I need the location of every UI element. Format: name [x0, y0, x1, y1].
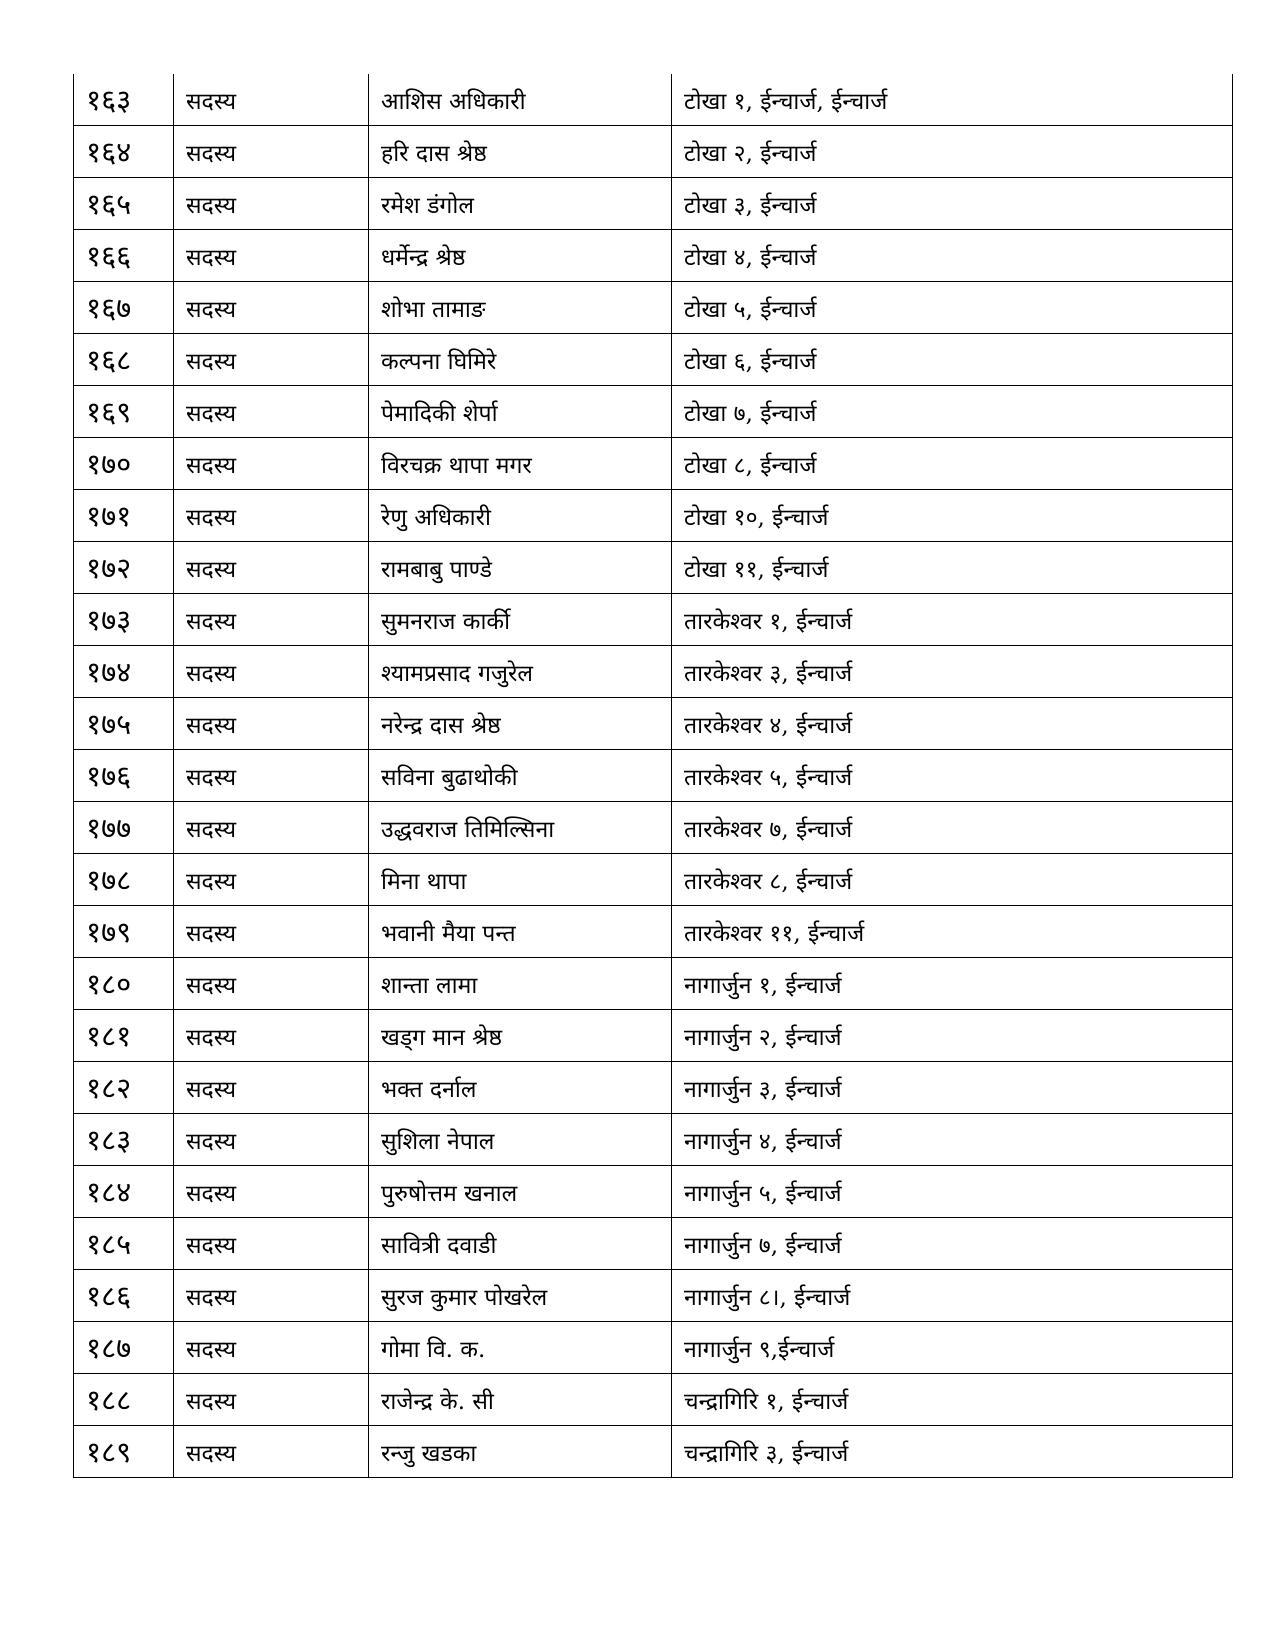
assignment-cell: टोखा ११, ईन्चार्ज [672, 542, 1233, 594]
table-row [74, 958, 1233, 1010]
table-row [74, 230, 1233, 282]
member-name-cell: सुशिला नेपाल [369, 1114, 672, 1166]
member-name-cell: रमेश डंगोल [369, 178, 672, 230]
serial-number-cell: १८२ [74, 1062, 174, 1114]
member-name-cell: भक्त दर्नाल [369, 1062, 672, 1114]
serial-number-cell: १७१ [74, 490, 174, 542]
role-cell: सदस्य [174, 1062, 369, 1114]
assignment-cell: टोखा ३, ईन्चार्ज [672, 178, 1233, 230]
assignment-cell: नागार्जुन २, ईन्चार्ज [672, 1010, 1233, 1062]
table-row [74, 1166, 1233, 1218]
table-row [74, 1114, 1233, 1166]
serial-number-cell: १७८ [74, 854, 174, 906]
serial-number-cell: १८३ [74, 1114, 174, 1166]
assignment-cell: तारकेश्वर ५, ईन्चार्ज [672, 750, 1233, 802]
role-cell: सदस्य [174, 178, 369, 230]
table-row [74, 74, 1233, 126]
role-cell: सदस्य [174, 490, 369, 542]
table-row [74, 1270, 1233, 1322]
table-row [74, 906, 1233, 958]
member-name-cell: खड्ग मान श्रेष्ठ [369, 1010, 672, 1062]
table-row [74, 178, 1233, 230]
role-cell: सदस्य [174, 802, 369, 854]
table-row [74, 1426, 1233, 1478]
assignment-cell: टोखा २, ईन्चार्ज [672, 126, 1233, 178]
member-name-cell: सावित्री दवाडी [369, 1218, 672, 1270]
assignment-cell: टोखा १०, ईन्चार्ज [672, 490, 1233, 542]
table-row [74, 126, 1233, 178]
member-name-cell: भवानी मैया पन्त [369, 906, 672, 958]
member-name-cell: रेणु अधिकारी [369, 490, 672, 542]
serial-number-cell: १६८ [74, 334, 174, 386]
role-cell: सदस्य [174, 282, 369, 334]
role-cell: सदस्य [174, 74, 369, 126]
table-row [74, 542, 1233, 594]
serial-number-cell: १७९ [74, 906, 174, 958]
role-cell: सदस्य [174, 1010, 369, 1062]
role-cell: सदस्य [174, 646, 369, 698]
member-name-cell: रामबाबु पाण्डे [369, 542, 672, 594]
member-name-cell: रन्जु खडका [369, 1426, 672, 1478]
role-cell: सदस्य [174, 854, 369, 906]
serial-number-cell: १६९ [74, 386, 174, 438]
member-name-cell: हरि दास श्रेष्ठ [369, 126, 672, 178]
assignment-cell: तारकेश्वर ७, ईन्चार्ज [672, 802, 1233, 854]
role-cell: सदस्य [174, 594, 369, 646]
assignment-cell: टोखा ८, ईन्चार्ज [672, 438, 1233, 490]
role-cell: सदस्य [174, 1166, 369, 1218]
serial-number-cell: १७७ [74, 802, 174, 854]
assignment-cell: तारकेश्वर ८, ईन्चार्ज [672, 854, 1233, 906]
assignment-cell: नागार्जुन ५, ईन्चार्ज [672, 1166, 1233, 1218]
serial-number-cell: १७३ [74, 594, 174, 646]
table-row [74, 438, 1233, 490]
table-row [74, 1218, 1233, 1270]
member-table [73, 74, 1233, 1478]
serial-number-cell: १६४ [74, 126, 174, 178]
member-name-cell: शान्ता लामा [369, 958, 672, 1010]
member-name-cell: गोमा वि. क. [369, 1322, 672, 1374]
assignment-cell: तारकेश्वर ३, ईन्चार्ज [672, 646, 1233, 698]
role-cell: सदस्य [174, 542, 369, 594]
serial-number-cell: १७६ [74, 750, 174, 802]
serial-number-cell: १८४ [74, 1166, 174, 1218]
serial-number-cell: १६५ [74, 178, 174, 230]
assignment-cell: नागार्जुन ७, ईन्चार्ज [672, 1218, 1233, 1270]
assignment-cell: नागार्जुन ९,ईन्चार्ज [672, 1322, 1233, 1374]
member-name-cell: श्यामप्रसाद गजुरेल [369, 646, 672, 698]
role-cell: सदस्य [174, 438, 369, 490]
table-row [74, 282, 1233, 334]
serial-number-cell: १६७ [74, 282, 174, 334]
table-row [74, 1062, 1233, 1114]
table-row [74, 854, 1233, 906]
table-row [74, 334, 1233, 386]
member-name-cell: शोभा तामाङ [369, 282, 672, 334]
serial-number-cell: १७४ [74, 646, 174, 698]
table-row [74, 698, 1233, 750]
serial-number-cell: १८० [74, 958, 174, 1010]
serial-number-cell: १८९ [74, 1426, 174, 1478]
role-cell: सदस्य [174, 126, 369, 178]
table-row [74, 750, 1233, 802]
table-row [74, 386, 1233, 438]
role-cell: सदस्य [174, 334, 369, 386]
member-name-cell: पुरुषोत्तम खनाल [369, 1166, 672, 1218]
member-name-cell: सुरज कुमार पोखरेल [369, 1270, 672, 1322]
member-name-cell: धर्मेन्द्र श्रेष्ठ [369, 230, 672, 282]
assignment-cell: टोखा ५, ईन्चार्ज [672, 282, 1233, 334]
role-cell: सदस्य [174, 1374, 369, 1426]
assignment-cell: टोखा १, ईन्चार्ज, ईन्चार्ज [672, 74, 1233, 126]
serial-number-cell: १८६ [74, 1270, 174, 1322]
document-page [73, 74, 1233, 1478]
assignment-cell: नागार्जुन ३, ईन्चार्ज [672, 1062, 1233, 1114]
member-name-cell: मिना थापा [369, 854, 672, 906]
member-name-cell: सुमनराज कार्की [369, 594, 672, 646]
assignment-cell: चन्द्रागिरि १, ईन्चार्ज [672, 1374, 1233, 1426]
table-row [74, 802, 1233, 854]
assignment-cell: चन्द्रागिरि ३, ईन्चार्ज [672, 1426, 1233, 1478]
serial-number-cell: १६३ [74, 74, 174, 126]
assignment-cell: नागार्जुन ८।, ईन्चार्ज [672, 1270, 1233, 1322]
role-cell: सदस्य [174, 1426, 369, 1478]
assignment-cell: टोखा ४, ईन्चार्ज [672, 230, 1233, 282]
assignment-cell: तारकेश्वर ११, ईन्चार्ज [672, 906, 1233, 958]
member-name-cell: नरेन्द्र दास श्रेष्ठ [369, 698, 672, 750]
serial-number-cell: १८७ [74, 1322, 174, 1374]
member-name-cell: आशिस अधिकारी [369, 74, 672, 126]
serial-number-cell: १६६ [74, 230, 174, 282]
member-name-cell: पेमादिकी शेर्पा [369, 386, 672, 438]
assignment-cell: तारकेश्वर १, ईन्चार्ज [672, 594, 1233, 646]
member-name-cell: विरचक्र थापा मगर [369, 438, 672, 490]
table-row [74, 1374, 1233, 1426]
role-cell: सदस्य [174, 958, 369, 1010]
role-cell: सदस्य [174, 698, 369, 750]
table-row [74, 1322, 1233, 1374]
assignment-cell: तारकेश्वर ४, ईन्चार्ज [672, 698, 1233, 750]
role-cell: सदस्य [174, 750, 369, 802]
serial-number-cell: १७२ [74, 542, 174, 594]
serial-number-cell: १८५ [74, 1218, 174, 1270]
role-cell: सदस्य [174, 230, 369, 282]
member-name-cell: कल्पना घिमिरे [369, 334, 672, 386]
serial-number-cell: १७० [74, 438, 174, 490]
member-table-body [74, 74, 1233, 1478]
member-name-cell: राजेन्द्र के. सी [369, 1374, 672, 1426]
serial-number-cell: १७५ [74, 698, 174, 750]
role-cell: सदस्य [174, 1114, 369, 1166]
assignment-cell: नागार्जुन १, ईन्चार्ज [672, 958, 1233, 1010]
table-row [74, 646, 1233, 698]
role-cell: सदस्य [174, 1270, 369, 1322]
member-name-cell: उद्धवराज तिमिल्सिना [369, 802, 672, 854]
role-cell: सदस्य [174, 386, 369, 438]
serial-number-cell: १८१ [74, 1010, 174, 1062]
role-cell: सदस्य [174, 1218, 369, 1270]
role-cell: सदस्य [174, 906, 369, 958]
member-name-cell: सविना बुढाथोकी [369, 750, 672, 802]
serial-number-cell: १८८ [74, 1374, 174, 1426]
assignment-cell: टोखा ७, ईन्चार्ज [672, 386, 1233, 438]
table-row [74, 490, 1233, 542]
table-row [74, 1010, 1233, 1062]
role-cell: सदस्य [174, 1322, 369, 1374]
assignment-cell: टोखा ६, ईन्चार्ज [672, 334, 1233, 386]
table-row [74, 594, 1233, 646]
assignment-cell: नागार्जुन ४, ईन्चार्ज [672, 1114, 1233, 1166]
